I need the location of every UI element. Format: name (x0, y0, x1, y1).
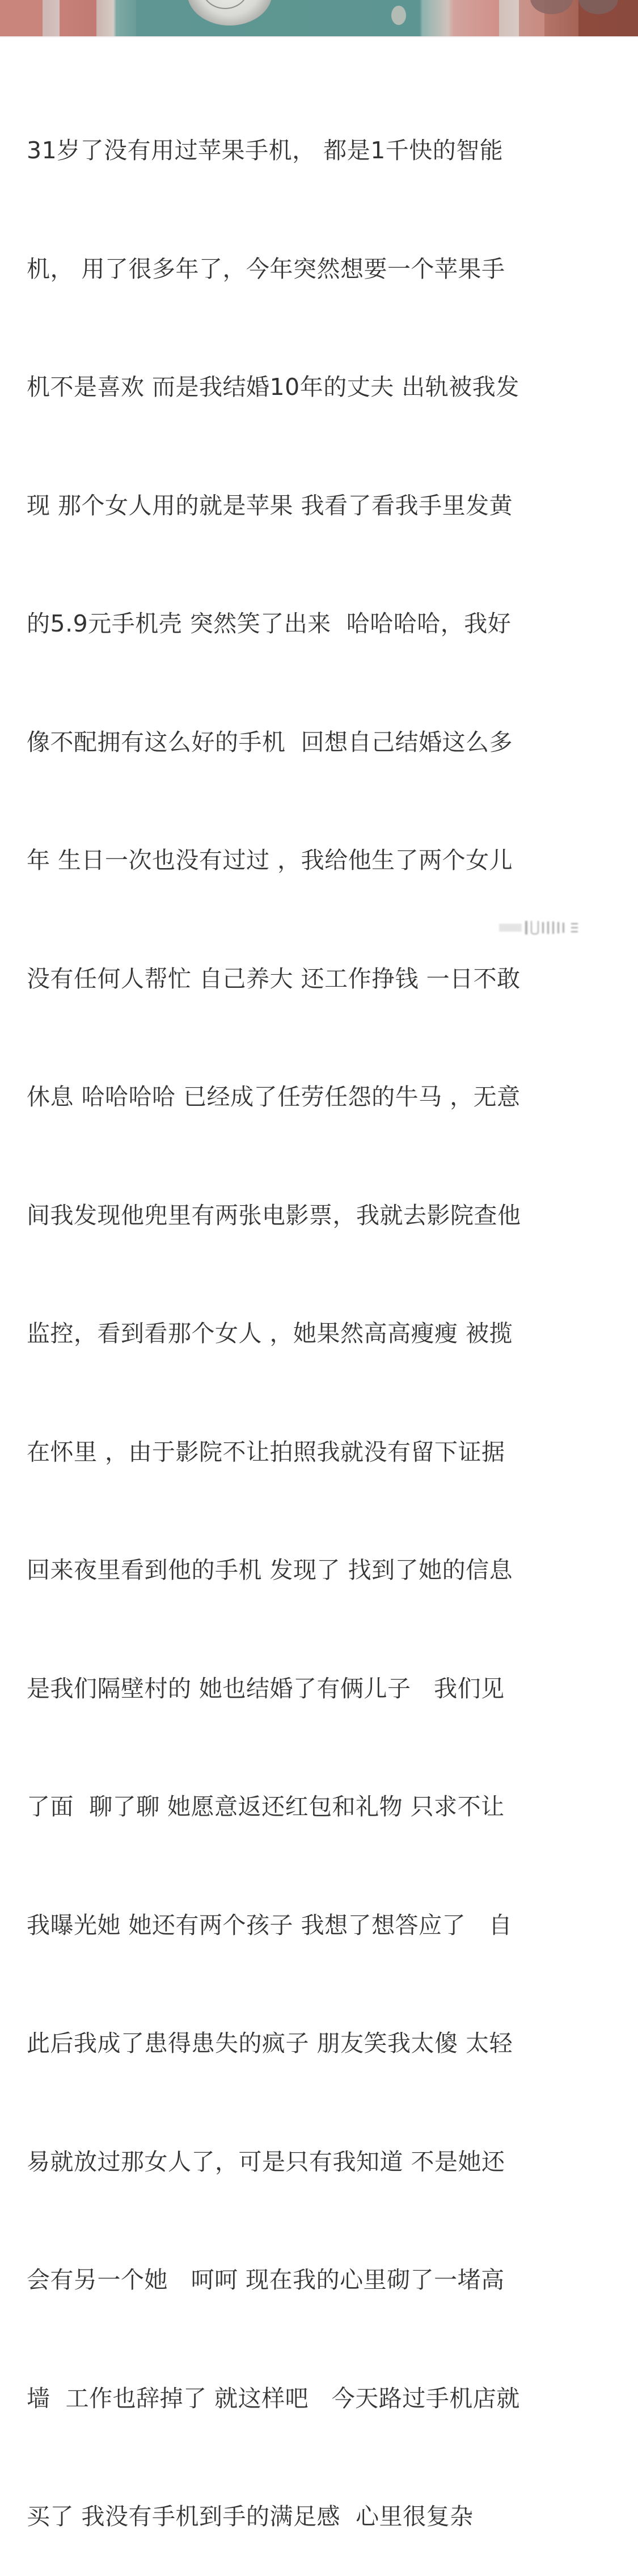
post-line: 年 生日一次也没有过过 ，我给他生了两个女儿 (27, 847, 513, 874)
fabric-spot-shape (391, 6, 406, 25)
post-line: 像不配拥有这么好的手机 回想自己结婚这么多 (27, 728, 513, 756)
post-text (27, 52, 628, 2576)
post-line: 机， 用了很多年了，今年突然想要一个苹果手 (27, 255, 505, 283)
watermark-glyph-icon (552, 921, 554, 934)
post-line: 易就放过那女人了，可是只有我知道 不是她还 (27, 2148, 505, 2175)
post-line: 没有任何人帮忙 自己养大 还工作挣钱 一日不敢 (27, 965, 521, 992)
photo-divider (0, 36, 638, 37)
watermark-glyph-icon (525, 921, 527, 935)
post-line: 是我们隔壁村的 她也结婚了有俩儿子 我们见 (27, 1674, 505, 1702)
post-line: 31岁了没有用过苹果手机， 都是1千快的智能 (27, 137, 504, 164)
post-line: 间我发现他兜里有两张电影票，我就去影院查他 (27, 1201, 521, 1229)
post-line: 的5.9元手机壳 突然笑了出来 哈哈哈哈，我好 (27, 610, 512, 637)
watermark-glyph-icon (531, 921, 539, 935)
watermark-glyph-icon (542, 922, 544, 933)
post-line: 现 那个女人用的就是苹果 我看了看我手里发黄 (27, 491, 513, 519)
post-line: 在怀里 ，由于影院不让拍照我就没有留下证据 (27, 1438, 505, 1466)
post-photo[interactable] (0, 0, 638, 36)
post-line: 我曝光她 她还有两个孩子 我想了想答应了 自 (27, 1911, 513, 1939)
fabric-dot-shape (578, 0, 618, 14)
fabric-dot-shape (530, 0, 573, 14)
watermark-glyph-icon (563, 923, 564, 933)
watermark (499, 919, 618, 936)
post-line: 买了 我没有手机到手的满足感 心里很复杂 (27, 2503, 474, 2530)
post-line: 此后我成了患得患失的疯子 朋友笑我太傻 太轻 (27, 2030, 513, 2057)
watermark-glyph-icon (547, 921, 549, 934)
post-line: 墙 工作也辞掉了 就这样吧 今天路过手机店就 (27, 2384, 520, 2412)
post-line: 会有另一个她 呵呵 现在我的心里砌了一堵高 (27, 2266, 505, 2293)
menu-icon (571, 923, 578, 932)
post-line: 回来夜里看到他的手机 发现了 找到了她的信息 (27, 1556, 513, 1584)
post-line: 监控，看到看那个女人 ，她果然高高瘦瘦 被揽 (27, 1320, 513, 1347)
post-line: 休息 哈哈哈哈 已经成了任劳任怨的牛马 ，无意 (27, 1083, 521, 1110)
watermark-glyph-icon (557, 922, 559, 933)
post-line: 了面 聊了聊 她愿意返还红包和礼物 只求不让 (27, 1793, 505, 1820)
watermark-logo-icon (499, 924, 522, 932)
post-line: 机不是喜欢 而是我结婚10年的丈夫 出轨被我发 (27, 373, 519, 401)
